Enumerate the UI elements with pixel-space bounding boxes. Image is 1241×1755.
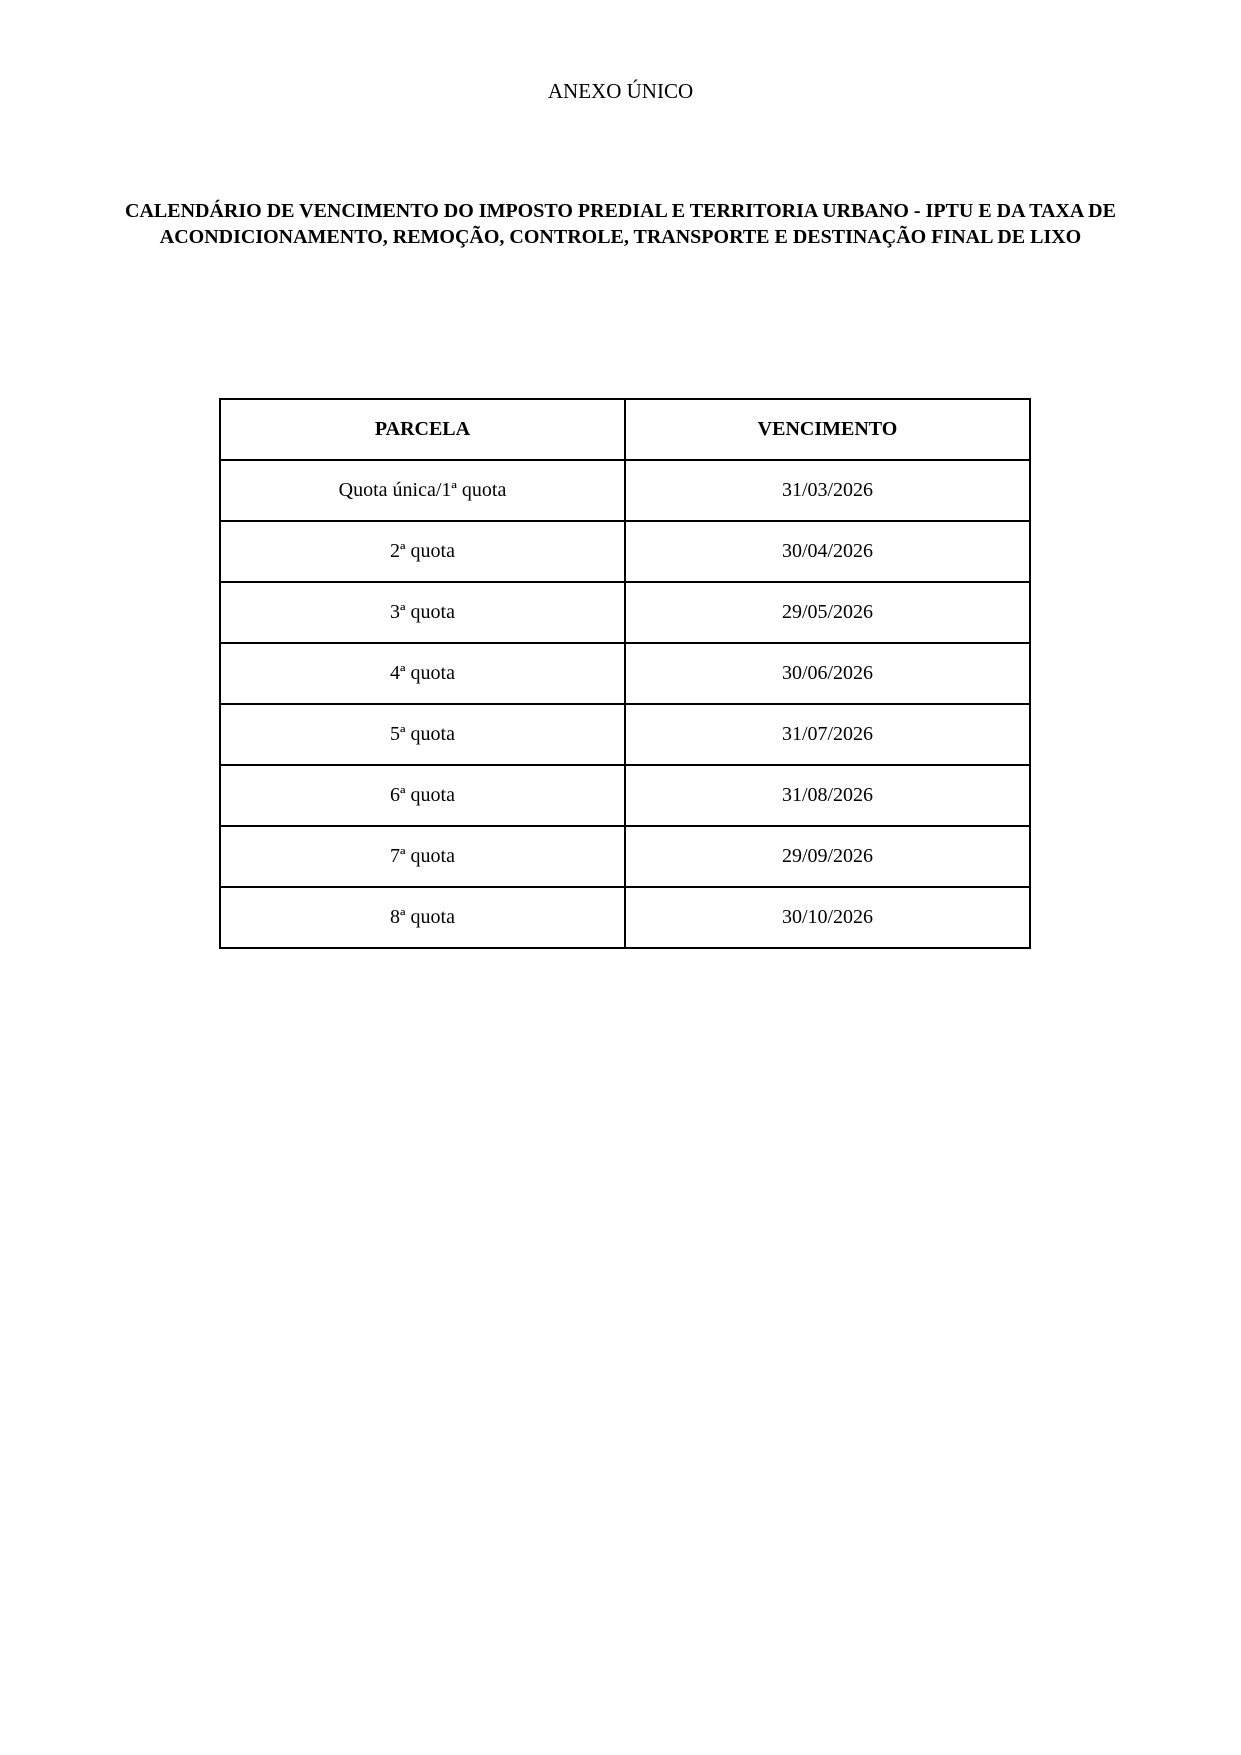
document-heading: CALENDÁRIO DE VENCIMENTO DO IMPOSTO PREDIAL E TERRITORIA URBANO - IPTU E DA TAXA DE ACONDICIONAMENTO, REMOÇÃO, CONTROLE, TRANSPORTE E DESTINAÇÃO FINAL DE LIXO xyxy=(125,200,1116,248)
table-row xyxy=(220,643,1030,704)
parcela-cell: 2ª quota xyxy=(220,521,625,582)
parcela-cell: 8ª quota xyxy=(220,887,625,948)
parcela-cell: 5ª quota xyxy=(220,704,625,765)
vencimento-cell: 29/05/2026 xyxy=(625,582,1030,643)
table-row xyxy=(220,704,1030,765)
annex-title: ANEXO ÚNICO xyxy=(547,79,694,103)
table-row xyxy=(220,521,1030,582)
parcela-cell: 7ª quota xyxy=(220,826,625,887)
table-row xyxy=(220,826,1030,887)
table-row xyxy=(220,460,1030,521)
table-row xyxy=(220,887,1030,948)
vencimento-cell: 31/07/2026 xyxy=(625,704,1030,765)
parcela-cell: 3ª quota xyxy=(220,582,625,643)
parcela-cell: Quota única/1ª quota xyxy=(220,460,625,521)
vencimento-cell: 31/03/2026 xyxy=(625,460,1030,521)
vencimento-cell: 31/08/2026 xyxy=(625,765,1030,826)
vencimento-cell: 30/06/2026 xyxy=(625,643,1030,704)
column-header-vencimento: VENCIMENTO xyxy=(625,399,1030,460)
parcela-cell: 4ª quota xyxy=(220,643,625,704)
payment-schedule-table xyxy=(219,398,1031,949)
parcela-cell: 6ª quota xyxy=(220,765,625,826)
table-header-row xyxy=(220,399,1030,460)
vencimento-cell: 30/10/2026 xyxy=(625,887,1030,948)
table-row xyxy=(220,765,1030,826)
table-row xyxy=(220,582,1030,643)
column-header-parcela: PARCELA xyxy=(220,399,625,460)
vencimento-cell: 30/04/2026 xyxy=(625,521,1030,582)
vencimento-cell: 29/09/2026 xyxy=(625,826,1030,887)
